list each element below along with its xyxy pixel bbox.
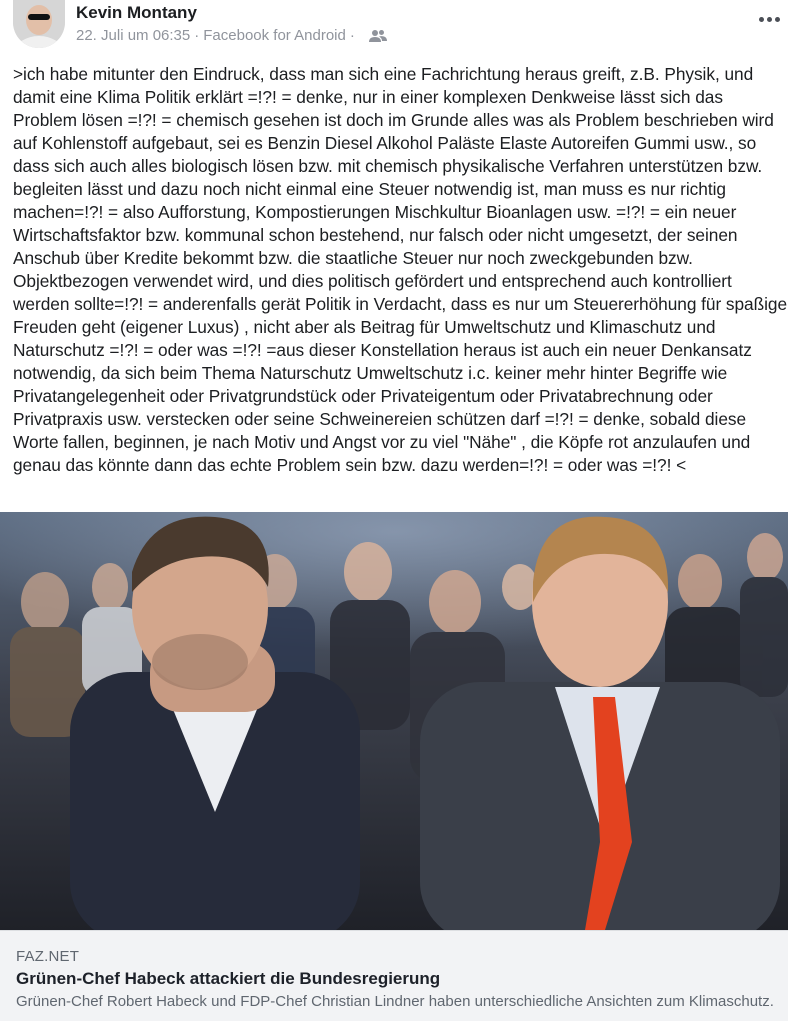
link-source: FAZ.NET (16, 948, 80, 965)
avatar[interactable] (13, 0, 65, 48)
post-timestamp[interactable]: 22. Juli um 06:35 (76, 27, 191, 44)
post-source-app: Facebook for Android (203, 27, 346, 44)
more-options-icon[interactable] (754, 4, 784, 34)
link-title[interactable]: Grünen-Chef Habeck attackiert die Bundesregierung (16, 969, 441, 988)
link-preview-image[interactable] (0, 512, 788, 930)
link-description: Grünen-Chef Robert Habeck und FDP-Chef Christian Lindner haben unterschiedliche Ansichten zum Klimaschutz. (16, 993, 774, 1010)
post-author[interactable]: Kevin Montany (76, 3, 197, 22)
meta-separator-2: · (349, 27, 355, 44)
post-meta (76, 27, 387, 44)
link-preview-card[interactable] (0, 930, 788, 1021)
friends-icon[interactable] (369, 29, 387, 43)
meta-separator: · (194, 27, 200, 44)
post-body-text: >ich habe mitunter den Eindruck, dass man sich eine Fachrichtung heraus greift, z.B. Physik, und damit eine Klima Politik erklärt =!?! = denke, nur in einer komplexen Denkweise lässt sich das Problem lösen =!?! = chemisch gesehen ist doch im Grunde alles was als Problem beschrieben wird auf Kohlenstoff aufgebaut, sei es Benzin Diesel Alkohol Paläste Elaste Autoreifen Gummi usw., so dass sich auch alles biologisch lösen bzw. mit chemisch physikalische Verfahren unterstützen bzw. begleiten lässt und dazu noch nicht einmal eine Steuer notwendig ist, man muss es nur richtig machen=!?! = also Aufforstung, Kompostierungen Mischkultur Bioanlagen usw. =!?! = ein neuer Wirtschaftsfaktor bzw. kommunal schon bestehend, nur falsch oder nicht umgesetzt, der seinen Anschub über Kredite bekommt bzw. die staatliche Steuer nur noch zweckgebunden bzw. Objektbezogen verwendet wird, und dies politisch gefördert und entsprechend auch kontrolliert werden sollte=!?! = anderenfalls gerät Politik in Verdacht, dass es nur um Steuererhöhung für spaßige Freuden geht (eigener Luxus) , nicht aber als Beitrag für Umweltschutz und Klimaschutz und Naturschutz =!?! = oder was =!?! =aus dieser Konstellation heraus ist auch ein neuer Denkansatz notwendig, da sich beim Thema Naturschutz Umweltschutz i.c. keiner mehr hinter Begriffe wie Privatangelegenheit oder Privatgrundstück oder Privateigentum oder Privatabrechnung oder Privatpraxis usw. verstecken oder seine Schweinereien schützen darf =!?! = denke, sobald diese Worte fallen, beginnen, je nach Motiv und Angst vor zu viel "Nähe" , die Köpfe rot anzulaufen und genau das könnte dann das echte Problem sein bzw. dazu werden=!?! = oder was =!?! < (13, 64, 788, 475)
post-header (0, 0, 788, 56)
